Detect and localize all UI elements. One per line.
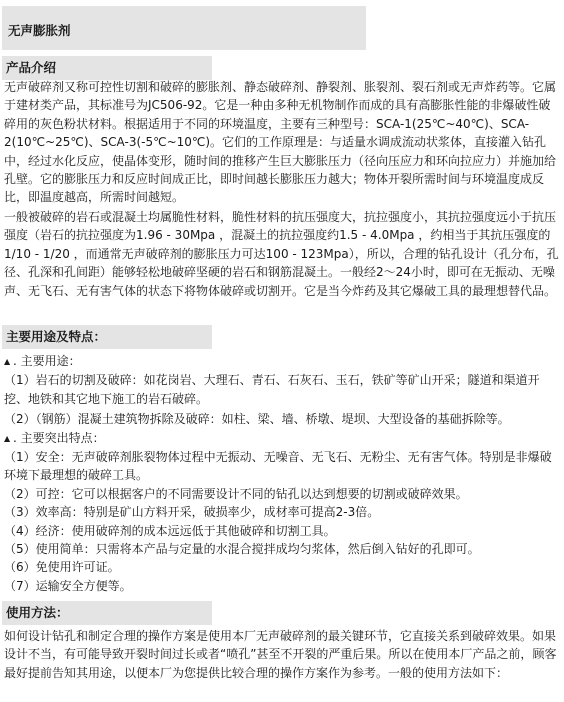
uses-list [4, 352, 560, 595]
list-item: （2）可控：它可以根据客户的不同需要设计不同的钻孔以达到想要的切割或破碎效果。 [4, 486, 468, 501]
list-item: （4）经济：使用破碎剂的成本远远低于其他破碎和切割工具。 [4, 523, 336, 538]
list-item: （7）运输安全方便等。 [4, 578, 132, 593]
list-item: （5）使用简单：只需将本产品与定量的水混合搅拌成均匀浆体，然后倒入钻好的孔即可。 [4, 542, 480, 557]
page-title: 无声膨胀剂 [8, 23, 71, 38]
section-heading-uses: 主要用途及特点： [6, 329, 107, 344]
list-item: （1）安全：无声破碎剂胀裂物体过程中无振动、无噪音、无飞石、无粉尘、无有害气体。特别是非爆破环境下最理想的破碎工具。 [4, 450, 552, 483]
list-item: ▲ . 主要用途： [4, 352, 560, 371]
triangle-bullet-icon: ▲ [4, 357, 11, 366]
list-item: （1）岩石的切割及破碎：如花岗岩、大理石、青石、石灰石、玉石，铁矿等矿山开采；隧道和渠道开挖、地铁和其它地下施工的岩石破碎。 [4, 373, 540, 406]
section-header-method [2, 601, 212, 625]
triangle-bullet-icon: ▲ [4, 433, 11, 443]
section-header-uses [2, 325, 212, 349]
section-heading-intro: 产品介绍 [6, 60, 57, 75]
section-header-intro [2, 56, 212, 80]
list-item: （6）免使用许可证。 [4, 560, 120, 575]
title-bar [2, 6, 366, 50]
section-heading-method: 使用方法： [6, 605, 69, 620]
list-item: （2）（钢筋）混凝土建筑物拆除及破碎：如柱、梁、墙、桥墩、堤坝、大型设备的基础拆除等。 [4, 412, 510, 427]
list-item: ▲ . 主要突出特点： [4, 429, 560, 448]
list-item: （3）效率高：特别是矿山方料开采，破损率少，成材率可提高2-3倍。 [4, 505, 380, 520]
intro-paragraph-2: 一般被破碎的岩石或混凝土均属脆性材料，脆性材料的抗压强度大，抗拉强度小，其抗拉强度远小于抗压强度（岩石的抗拉强度为1.96 - 30Mpa ，混凝土的抗拉强度约1.5 - 4.0Mpa ，约相当于其抗压强度的1/10 - 1/20 ，而通常无声破碎剂的膨胀压力可达100 - 123Mpa），所以，合理的钻孔设计（孔分布，孔径、孔深和孔间距）能够轻松地破碎坚硬的岩石和钢筋混凝土。一般经2～24小时，即可在无振动、无噪声、无飞石、无有害气体的状态下将物体破碎或切割开。它是当今炸药及其它爆破工具的最理想替代品。 [4, 210, 559, 298]
method-paragraph-1: 如何设计钻孔和制定合理的操作方案是使用本厂无声破碎剂的最关键环节，它直接关系到破碎效果。如果设计不当，有可能导致开裂时间过长或者“喷孔”甚至不开裂的严重后果。所以在使用本厂产品之前，顾客最好提前告知其用途，以便本厂为您提供比较合理的操作方案作为参考。一般的使用方法如下： [4, 629, 557, 680]
intro-paragraph-1: 无声破碎剂又称可控性切割和破碎的膨胀剂、静态破碎剂、静裂剂、胀裂剂、裂石剂或无声炸药等。它属于建材类产品，其标准号为JC506-92。它是一种由多种无机物制作而成的具有高膨胀性能的非爆破性破碎用的灰色粉状材料。根据适用于不同的环境温度，主要有三种型号：SCA-1(25℃~40℃)、SCA-2(10℃~25℃)、SCA-3(-5℃~10℃)。它们的工作原理是：与适量水调成流动状浆体，直接灌入钻孔中，经过水化反应，使晶体变形，随时间的推移产生巨大膨胀压力（径向压应力和环向拉应力）并施加给孔壁。它的膨胀压力和反应时间成正比，即时间越长膨胀压力越大；物体开裂所需时间与环境温度成反比，即温度越高，所需时间越短。 [4, 80, 557, 205]
